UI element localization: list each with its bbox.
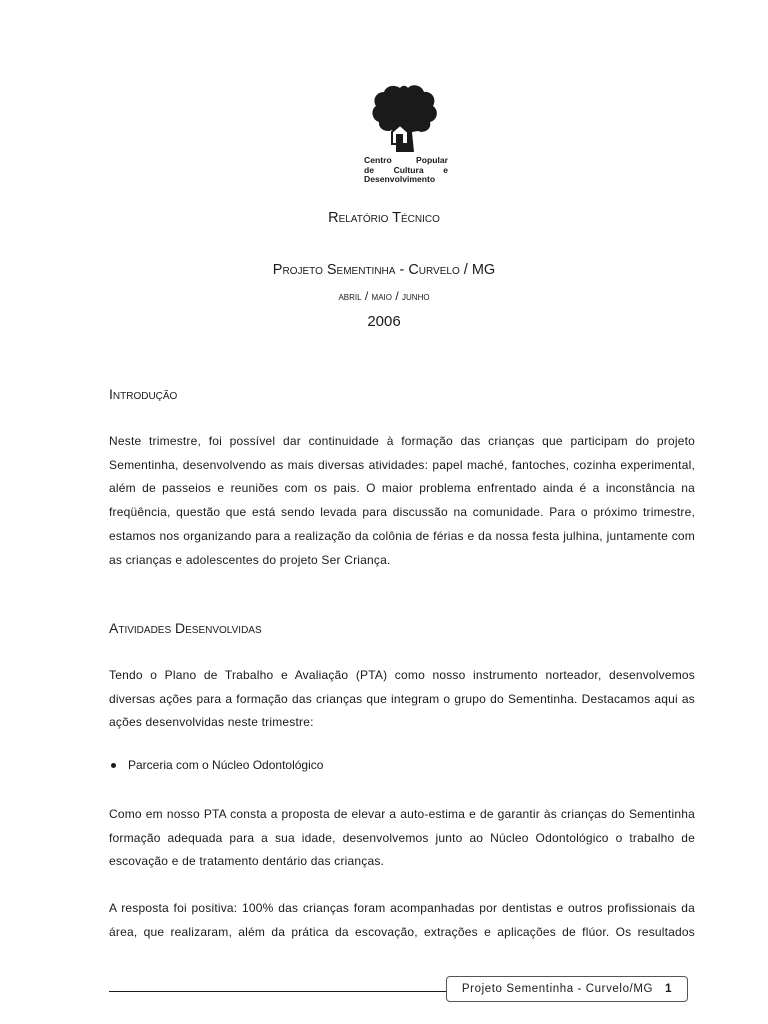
footer-label: Projeto Sementinha - Curvelo/MG — [461, 983, 654, 995]
page-number: 1 — [665, 983, 673, 995]
bullet-text: Parceria com o Núcleo Odontológico — [128, 758, 324, 772]
organization-logo — [362, 82, 452, 186]
logo-word: de — [364, 164, 375, 175]
logo-text — [364, 156, 448, 185]
logo-word: Centro — [364, 155, 392, 165]
paragraph-dental-program: Como em nosso PTA consta a proposta de elevar a auto-estima e de garantir às crianças do Sementinha formação adequada para a sua idade, desenvolvemos junto ao Núcleo Odontológico o trabalho de escovação e de tratamento dentário das crianças. — [109, 807, 695, 869]
logo-word: Cultura — [393, 164, 424, 175]
bullet-item — [109, 758, 323, 772]
page-footer — [446, 976, 688, 1002]
tree-house-icon — [370, 82, 440, 154]
section-heading-activities: Atividades Desenvolvidas — [109, 620, 262, 636]
logo-word: e — [443, 164, 448, 175]
footer-rule — [109, 991, 447, 992]
report-title: Relatório Técnico — [328, 210, 440, 226]
logo-word: Desenvolvimento — [364, 174, 436, 184]
paragraph-results: A resposta foi positiva: 100% das crianças foram acompanhadas por dentistas e outros profissionais da área, que realizaram, além da prática da escovação, extrações e aplicações de flúor. Os resultados — [109, 901, 695, 939]
paragraph-introduction: Neste trimestre, foi possível dar continuidade à formação das crianças que participam do projeto Sementinha, desenvolvendo as mais diversas atividades: papel maché, fantoches, cozinha experimental, além de passeios e reuniões com os pais. O maior problema enfrentado ainda é a inconstância na freqüência, questão que está sendo levada para discussão na comunidade. Para o próximo trimestre, estamos nos organizando para a realização da colônia de férias e da nossa festa julhina, juntamente com as crianças e adolescentes do projeto Ser Criança. — [109, 434, 695, 567]
paragraph-activities: Tendo o Plano de Trabalho e Avaliação (PTA) como nosso instrumento norteador, desenvolvemos diversas ações para a formação das crianças que integram o grupo do Sementinha. Destacamos aqui as ações desenvolvidas neste trimestre: — [109, 668, 695, 730]
bullet-icon — [111, 763, 116, 768]
report-period: abril / maio / junho — [338, 289, 430, 303]
report-year: 2006 — [367, 313, 401, 330]
project-title: Projeto Sementinha - Curvelo / MG — [272, 262, 496, 278]
logo-word: Popular — [416, 155, 448, 165]
section-heading-introduction: Introdução — [109, 386, 178, 402]
